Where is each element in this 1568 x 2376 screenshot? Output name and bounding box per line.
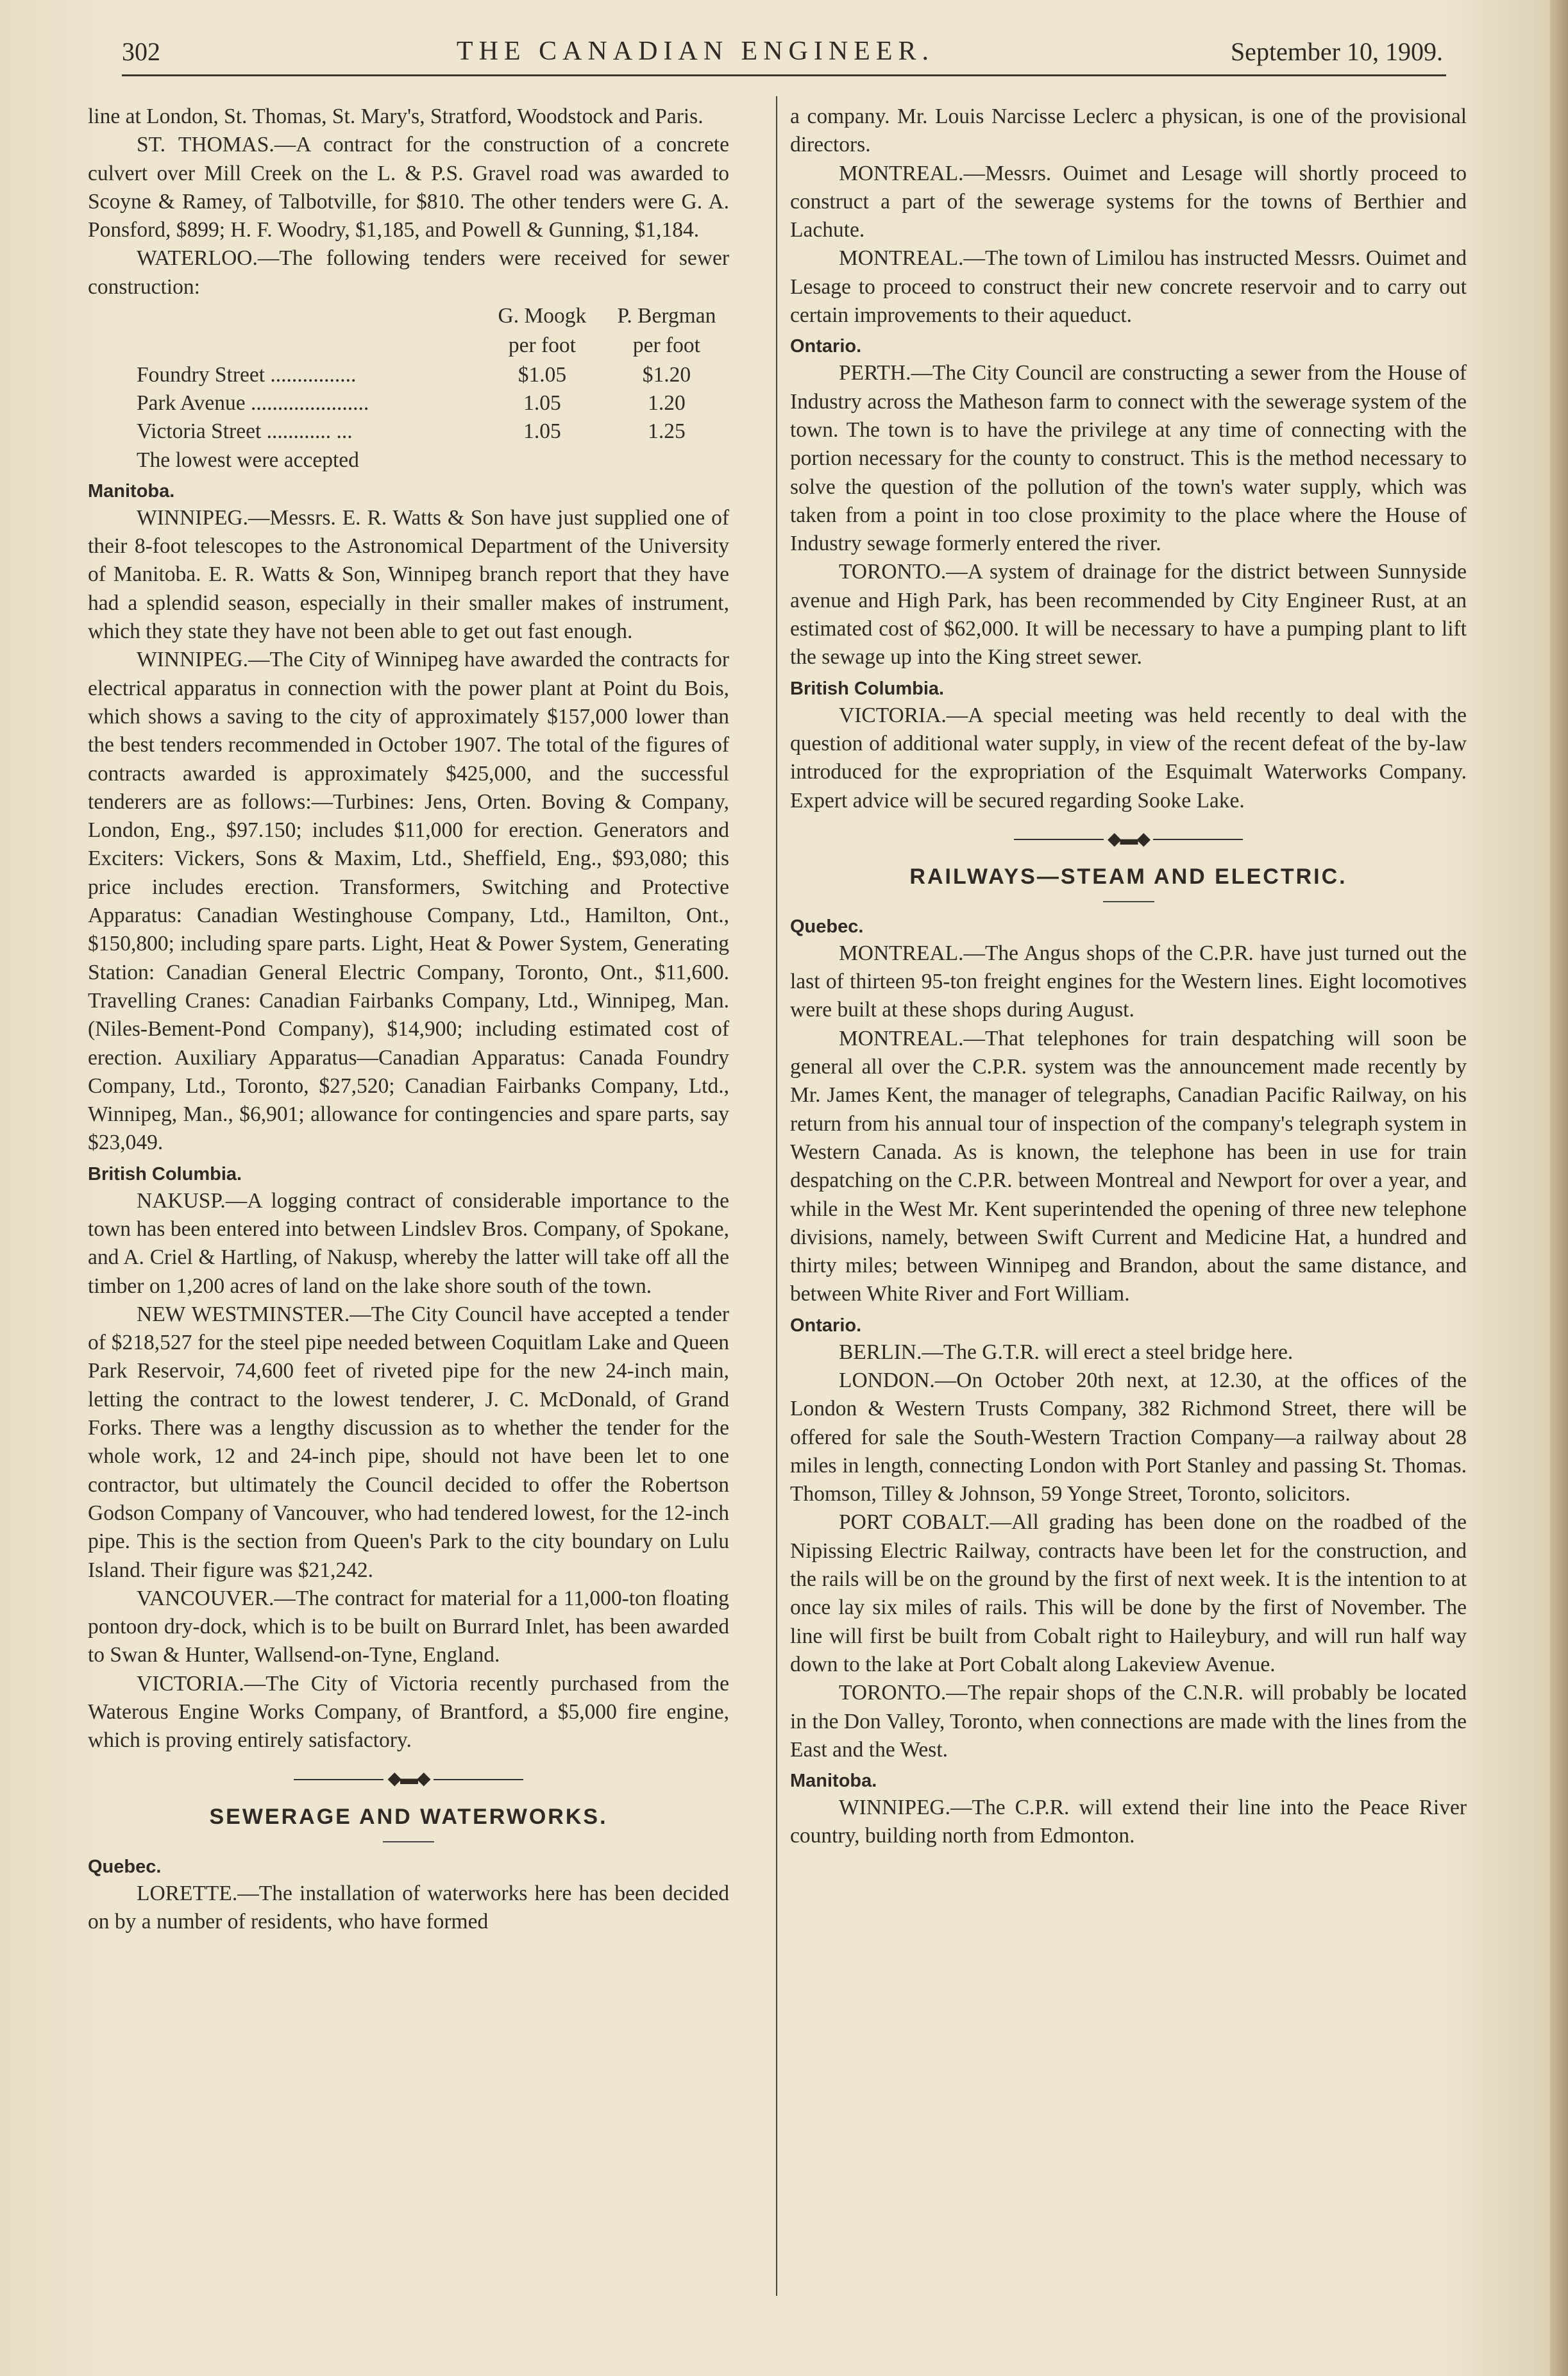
table-row: Victoria Street ............ ... 1.05 1.25	[137, 419, 686, 444]
paragraph: WINNIPEG.—The City of Winnipeg have awarded the contracts for electrical apparatus in connection with the power plant at Point du Bois, which shows a saving to the city of approximately $157,000 lower than the best tenders recommended in October 1907. The total of the figures of contracts awarded is approximately $425,000, and the successful tenderers are as follows:—Turbines: Jens, Orten. Boving & Company, London, Eng., $97.150; includes $11,000 for erection. Generators and Exciters: Vickers, Sons & Maxim, Ltd., Sheffield, Eng., $93,080; this price includes erection. Transformers, Switching and Protective Apparatus: Canadian Westinghouse Company, Ltd., Hamilton, Ont., $150,800; including spare parts. Light, Heat & Power System, Generating Station: Canadian General Electric Company, Toronto, Ont., $11,600. Travelling Cranes: Canadian Fairbanks Company, Ltd., Winnipeg, Man. (Niles-Bement-Pond Company), $14,900; including estimated cost of erection. Auxiliary Apparatus—Canadian Apparatus: Canada Foundry Company, Ltd., Toronto, $27,520; Canadian Fairbanks Company, Ltd., Winnipeg, Man., $6,901; allowance for contingencies and spare parts, say $23,049.	[88, 648, 729, 1155]
column-divider	[776, 96, 777, 2296]
left-column	[88, 103, 729, 1936]
subheading-quebec: Quebec.	[88, 1856, 162, 1877]
subheading-british-columbia: British Columbia.	[790, 678, 945, 699]
subheading-ontario: Ontario.	[790, 1315, 862, 1336]
subheading-manitoba: Manitoba.	[790, 1771, 877, 1792]
section-title-railways: RAILWAYS—STEAM AND ELECTRIC.	[909, 864, 1347, 889]
section-rule	[383, 1841, 434, 1842]
page-number: 302	[122, 37, 160, 66]
subheading-british-columbia: British Columbia.	[88, 1163, 242, 1184]
paragraph: LORETTE.—The installation of waterworks here has been decided on by a number of residents, who have formed	[88, 1881, 729, 1934]
ornament-icon: ◆▬◆	[387, 1769, 430, 1789]
paragraph: WINNIPEG.—The C.P.R. will extend their line into the Peace River country, building north from Edmonton.	[790, 1796, 1467, 1848]
paragraph: MONTREAL.—Messrs. Ouimet and Lesage will shortly proceed to construct a part of the sewerage systems for the towns of Berthier and Lachute.	[790, 161, 1467, 242]
paragraph: VANCOUVER.—The contract for material for a 11,000-ton floating pontoon dry-dock, which is to be built on Burrard Inlet, has been awarded to Swan & Hunter, Wallsend-on-Tyne, England.	[88, 1586, 729, 1667]
table-row: Foundry Street ................ $1.05 $1.20	[137, 362, 691, 387]
paragraph: MONTREAL.—The town of Limilou has instructed Messrs. Ouimet and Lesage to proceed to construct their new concrete reservoir and to carry out certain improvements to their aqueduct.	[790, 246, 1467, 328]
paragraph: WATERLOO.—The following tenders were received for sewer construction:	[88, 246, 729, 299]
paragraph: NEW WESTMINSTER.—The City Council have accepted a tender of $218,527 for the steel pipe needed between Coquitlam Lake and Queen Park Reservoir, 74,600 feet of riveted pipe for the new 24-inch main, letting the contract to the lowest tenderer, J. C. McDonald, of Grand Forks. There was a lengthy discussion as to whether the tender for the whole work, 12 and 24-inch pipe, should not have been let to one contractor, but ultimately the Council decided to offer the Robertson Godson Company of Vancouver, who had tendered lowest, for the 12-inch pipe. This is the section from Queen's Park to the city boundary on Lulu Island. Their figure was $21,242.	[88, 1302, 729, 1582]
subheading-quebec: Quebec.	[790, 916, 864, 937]
paragraph: LONDON.—On October 20th next, at 12.30, at the offices of the London & Western Trusts Company, 382 Richmond Street, there will be offered for sale the South-Western Traction Company—a railway about 28 miles in length, connecting London with Port Stanley and passing St. Thomas. Thomson, Tilley & Johnson, 59 Yonge Street, Toronto, solicitors.	[790, 1368, 1467, 1506]
table-note: The lowest were accepted	[137, 448, 359, 472]
tender-table	[137, 301, 729, 446]
paragraph: NAKUSP.—A logging contract of considerable importance to the town has been entered into between Lindslev Bros. Company, of Spokane, and A. Criel & Hartling, of Nakusp, whereby the latter will take off all the timber on 1,200 acres of land on the lake shore south of the town.	[88, 1188, 729, 1298]
page-edge	[1550, 0, 1568, 2376]
page-header	[122, 32, 1443, 71]
section-rule	[1103, 901, 1154, 902]
paragraph: BERLIN.—The G.T.R. will erect a steel bridge here.	[839, 1340, 1294, 1364]
issue-date: September 10, 1909.	[1230, 37, 1443, 66]
tender-unit: per foot	[632, 333, 700, 358]
subheading-ontario: Ontario.	[790, 336, 862, 357]
paragraph: PERTH.—The City Council are constructing a sewer from the House of Industry across the Matheson farm to connect with the sewerage system of the town. The town is to have the privilege at any time of connecting with the portion necessary for the county to construct. This is the method necessary to solve the question of the pollution of the town's water supply, which was taken from a point in too close proximity to the place where the House of Industry sewage formerly entered the river.	[790, 361, 1467, 556]
right-column	[790, 103, 1467, 1851]
tender-header-moogk: G. Moogk	[498, 304, 587, 328]
paragraph: PORT COBALT.—All grading has been done on the roadbed of the Nipissing Electric Railway, contracts have been let for the construction, and the rails will be on the ground by the first of next week. It is the intention to at once lay six miles of rails. This will be done by the first of November. The line will first be built from Cobalt right to Haileybury, and will run half way down to the lake at Port Cobalt along Lakeview Avenue.	[790, 1510, 1467, 1676]
section-title-sewerage: SEWERAGE AND WATERWORKS.	[209, 1804, 608, 1829]
section-ornament	[88, 1767, 729, 1792]
paragraph: WINNIPEG.—Messrs. E. R. Watts & Son have just supplied one of their 8-foot telescopes to the Astronomical Department of the University of Manitoba. E. R. Watts & Son, Winnipeg branch report that they have had a splendid season, especially in their smaller makes of instrument, which they state they have not been able to get out fast enough.	[88, 505, 729, 644]
ornament-icon: ◆▬◆	[1107, 829, 1150, 849]
paragraph: TORONTO.—The repair shops of the C.N.R. will probably be located in the Don Valley, Toronto, when connections are made with the lines from the East and the West.	[790, 1681, 1467, 1762]
journal-title: THE CANADIAN ENGINEER.	[456, 37, 935, 66]
paragraph: a company. Mr. Louis Narcisse Leclerc a physican, is one of the provisional directors.	[790, 105, 1467, 157]
table-row: Park Avenue ...................... 1.05 1.20	[137, 391, 686, 415]
paragraph: MONTREAL.—The Angus shops of the C.P.R. have just turned out the last of thirteen 95-ton freight engines for the Western lines. Eight locomotives were built at these shops during August.	[790, 941, 1467, 1022]
paragraph: MONTREAL.—That telephones for train despatching will soon be general all over the C.P.R. system was the announcement made recently by Mr. James Kent, the manager of telegraphs, Canadian Pacific Railway, on his return from his annual tour of inspection of the company's telegraph system in Western Canada. As is known, the telephone has been in use for train despatching on the C.P.R. between Montreal and Newport for over a year, and while in the West Mr. Kent superintended the opening of three new telephone divisions, namely, between Swift Current and Medicine Hat, a hundred and thirty miles; between Winnipeg and Brandon, about the same distance, and between White River and Fort William.	[790, 1026, 1467, 1306]
paragraph: ST. THOMAS.—A contract for the construction of a concrete culvert over Mill Creek on the L. & P.S. Gravel road was awarded to Scoyne & Ramey, of Talbotville, for $810. The other tenders were G. A. Ponsford, $899; H. F. Woodry, $1,185, and Powell & Gunning, $1,184.	[88, 133, 729, 242]
paragraph: VICTORIA.—A special meeting was held recently to deal with the question of additional water supply, in view of the recent defeat of the by-law introduced for the expropriation of the Esquimalt Waterworks Company. Expert advice will be secured regarding Sooke Lake.	[790, 703, 1467, 813]
header-rule	[122, 74, 1446, 76]
section-ornament	[790, 827, 1467, 852]
tender-header-bergman: P. Bergman	[617, 304, 716, 328]
paragraph: line at London, St. Thomas, St. Mary's, Stratford, Woodstock and Paris.	[88, 105, 704, 128]
tender-unit: per foot	[508, 333, 576, 358]
paragraph: VICTORIA.—The City of Victoria recently purchased from the Waterous Engine Works Company, of Brantford, a $5,000 fire engine, which is proving entirely satisfactory.	[88, 1671, 729, 1753]
paragraph: TORONTO.—A system of drainage for the district between Sunnyside avenue and High Park, has been recommended by City Engineer Rust, at an estimated cost of $62,000. It will be necessary to have a pumping plant to lift the sewage up into the King street sewer.	[790, 560, 1467, 670]
subheading-manitoba: Manitoba.	[88, 480, 175, 501]
